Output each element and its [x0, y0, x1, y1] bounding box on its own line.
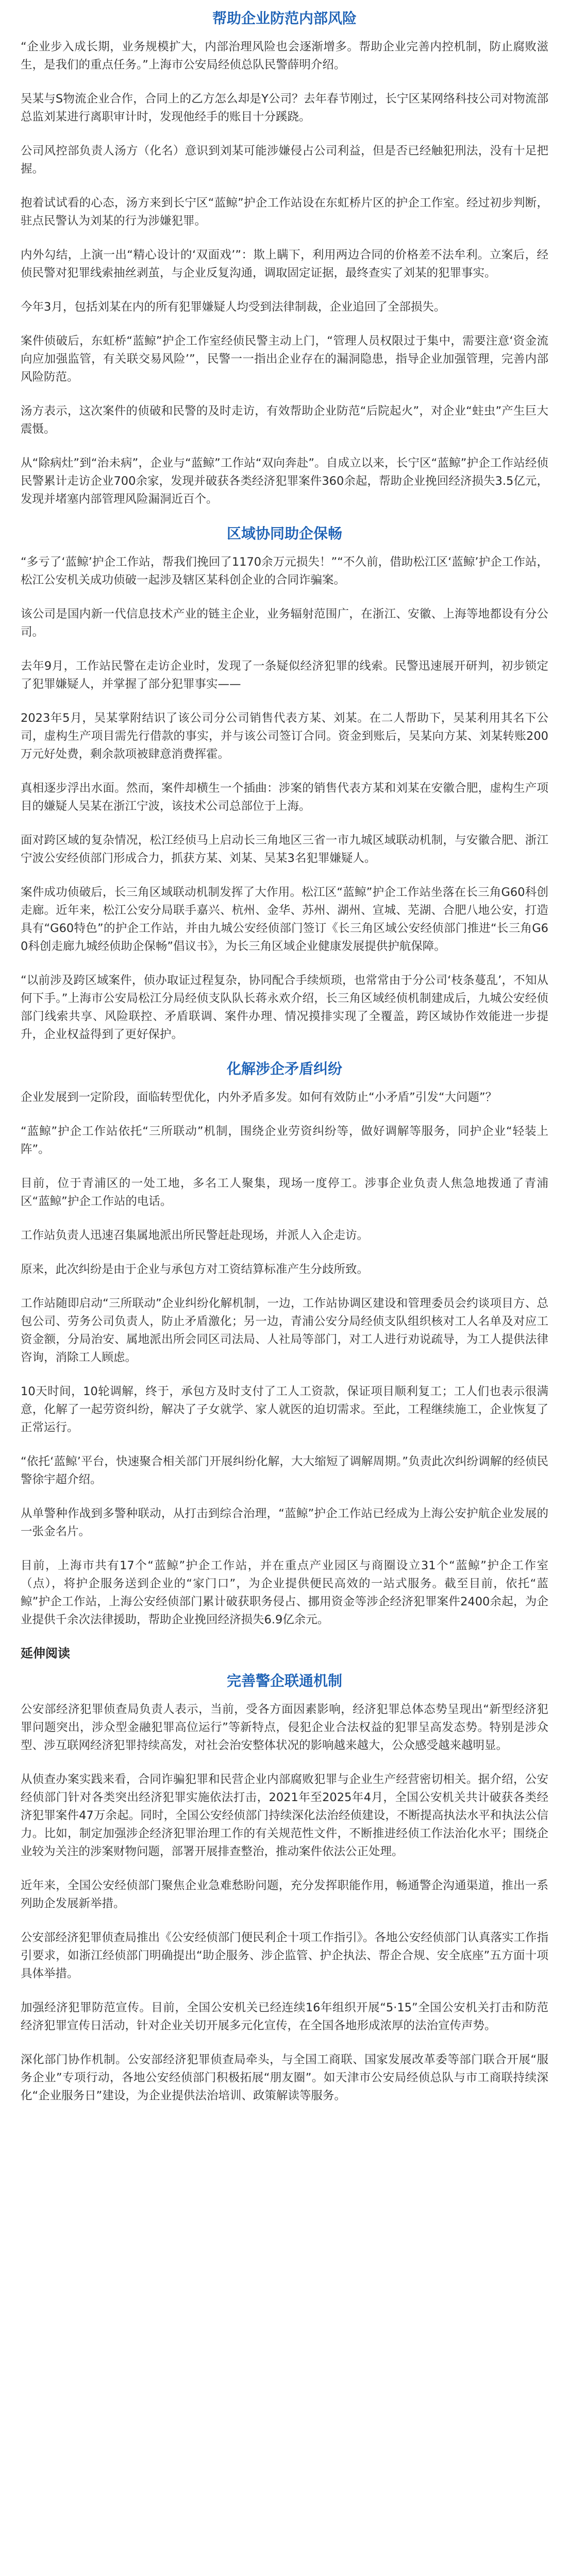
paragraph: 今年3月，包括刘某在内的所有犯罪嫌疑人均受到法律制裁，企业追回了全部损失。 — [21, 300, 446, 314]
paragraph: 汤方表示，这次案件的侦破和民警的及时走访，有效帮助企业防范“后院起火”，对企业“蛀虫”产生巨大震慑。 — [21, 404, 548, 436]
extended-reading-label: 延伸阅读 — [21, 1646, 70, 1660]
section-heading: 区域协同助企保畅 — [226, 525, 342, 542]
paragraph: 从侦查办案实践来看，合同诈骗犯罪和民营企业内部腐败犯罪与企业生产经营密切相关。据介绍，公安经侦部门针对各类突出经济犯罪实施依法打击，2021年至2025年4月，全国公安机关共计破获各类经济犯罪案件47万余起。同时，全国公安经侦部门持续深化法治经侦建设，不断提高执法水平和执法公信力。比如，制定加强涉企经济犯罪治理工作的有关规范性文件，不断推进经侦工作法治化水平；围绕企业较为关注的涉案财物问题，部署开展排查整治，推动案件依法公正处理。 — [21, 1773, 548, 1858]
paragraph: 去年9月，工作站民警在走访企业时，发现了一条疑似经济犯罪的线索。民警迅速展开研判，初步锁定了犯罪嫌疑人，并掌握了部分犯罪事实—— — [21, 659, 548, 691]
paragraph: 工作站负责人迅速召集属地派出所民警赶赴现场，并派人入企走访。 — [21, 1229, 369, 1242]
paragraph: “以前涉及跨区域案件，侦办取证过程复杂，协同配合手续烦琐，也常常由于分公司‘枝条蔓乱’，不知从何下手。”上海市公安局松江分局经侦支队队长蒋永欢介绍，长三角区域经侦机制建成后，九城公安经侦部门线索共享、风险联控、矛盾联调、案件办理、情况摸排实现了全覆盖，跨区域协作效能进一步提升，企业权益得到了更好保护。 — [21, 974, 548, 1041]
section-heading: 帮助企业防范内部风险 — [212, 10, 357, 27]
section-1 — [21, 9, 548, 28]
paragraph: 吴某与S物流企业合作，合同上的乙方怎么却是Y公司？去年春节刚过，长宁区某网络科技公司对物流部总监刘某进行离职审计时，发现他经手的账目十分蹊跷。 — [21, 92, 548, 124]
paragraph: 加强经济犯罪防范宣传。目前，全国公安机关已经连续16年组织开展“5·15”全国公安机关打击和防范经济犯罪宣传日活动，针对企业关切开展多元化宣传，在全国各地形成浓厚的法治宣传声势。 — [21, 2001, 548, 2032]
paragraph: 原来，此次纠纷是由于企业与承包方对工资结算标准产生分歧所致。 — [21, 1263, 369, 1276]
paragraph: “多亏了‘蓝鲸’护企工作站，帮我们挽回了1170余万元损失！”“不久前，借助松江区‘蓝鲸’护企工作站，松江公安机关成功侦破一起涉及辖区某科创企业的合同诈骗案。 — [21, 555, 548, 587]
paragraph: 案件成功侦破后，长三角区域联动机制发挥了大作用。松江区“蓝鲸”护企工作站坐落在长三角G60科创走廊。近年来，松江公安分局联手嘉兴、杭州、金华、苏州、湖州、宣城、芜湖、合肥八地公安，打造具有“G60特色”的护企工作站，并由九城公安经侦部门签订《长三角区域公安经侦部门推进“长三角G60科创走廊九城经侦助企保畅”倡议书》，为长三角区域企业健康发展提供护航保障。 — [21, 886, 548, 953]
paragraph: 工作站随即启动“三所联动”企业纠纷化解机制，一边，工作站协调区建设和管理委员会约谈项目方、总包公司、劳务公司负责人，防止矛盾激化；另一边，青浦公安分局经侦支队组织核对工人名单及对应工资金额，分局治安、属地派出所会同区司法局、人社局等部门，对工人进行劝说疏导，为工人提供法律咨询，消除工人顾虑。 — [21, 1297, 548, 1364]
paragraph: 近年来，全国公安经侦部门聚焦企业急难愁盼问题，充分发挥职能作用，畅通警企沟通渠道，推出一系列助企发展新举措。 — [21, 1879, 548, 1910]
paragraph: 案件侦破后，东虹桥“蓝鲸”护企工作室经侦民警主动上门，“管理人员权限过于集中，需要注意‘资金流向应加强监管，有关联交易风险’”，民警一一指出企业存在的漏洞隐患，指导企业加强管理，完善内部风险防范。 — [21, 334, 548, 384]
section-2 — [21, 524, 548, 543]
paragraph: 公安部经济犯罪侦查局推出《公安经侦部门便民利企十项工作指引》。各地公安经侦部门认真落实工作指引要求，如浙江经侦部门明确提出“助企服务、涉企监管、护企执法、帮企合规、安全底座”五方面十项具体举措。 — [21, 1931, 548, 1980]
paragraph: “企业步入成长期，业务规模扩大，内部治理风险也会逐渐增多。帮助企业完善内控机制，防止腐败滋生，是我们的重点任务。”上海市公安局经侦总队民警薛明介绍。 — [21, 40, 548, 72]
paragraph: 内外勾结，上演一出“精心设计的‘双面戏’”：欺上瞒下，利用两边合同的价格差不法牟利。立案后，经侦民警对犯罪线索抽丝剥茧，与企业反复沟通，调取固定证据，最终查实了刘某的犯罪事实。 — [21, 248, 548, 280]
section-heading: 完善警企联通机制 — [226, 1672, 342, 1689]
paragraph: 公司风控部负责人汤方（化名）意识到刘某可能涉嫌侵占公司利益，但是否已经触犯刑法，没有十足把握。 — [21, 144, 548, 176]
section-heading: 化解涉企矛盾纠纷 — [226, 1060, 342, 1077]
paragraph: 目前，位于青浦区的一处工地，多名工人聚集，现场一度停工。涉事企业负责人焦急地拨通了青浦区“蓝鲸”护企工作站的电话。 — [21, 1177, 548, 1208]
paragraph: 企业发展到一定阶段，面临转型优化，内外矛盾多发。如何有效防止“小矛盾”引发“大问题”？ — [21, 1091, 497, 1104]
section-3 — [21, 1060, 548, 1078]
section-4 — [21, 1672, 548, 1690]
paragraph: 公安部经济犯罪侦查局负责人表示，当前，受各方面因素影响，经济犯罪总体态势呈现出“新型经济犯罪问题突出，涉众型金融犯罪高位运行”等新特点，侵犯企业合法权益的犯罪呈高发态势。特别是涉众型、涉互联网经济犯罪持续高发，对社会治安整体状况的影响越来越大，公众感受越来越明显。 — [21, 1703, 548, 1752]
paragraph: 抱着试试看的心态，汤方来到长宁区“蓝鲸”护企工作站设在东虹桥片区的护企工作室。经过初步判断，驻点民警认为刘某的行为涉嫌犯罪。 — [21, 196, 548, 228]
paragraph: 10天时间，10轮调解，终于，承包方及时支付了工人工资款，保证项目顺利复工；工人们也表示很满意，化解了一起劳资纠纷，解决了子女就学、家人就医的迫切需求。至此，工程继续施工，企业恢复了正常运行。 — [21, 1385, 548, 1434]
paragraph: 2023年5月，吴某掌附结识了该公司分公司销售代表方某、刘某。在二人帮助下，吴某利用其名下公司，虚构生产项目需先行借款的事实，并与该公司签订合同。资金到账后，吴某向方某、刘某转账200万元好处费，剩余款项被肆意消费挥霍。 — [21, 711, 548, 761]
paragraph: “依托‘蓝鲸’平台，快速聚合相关部门开展纠纷化解，大大缩短了调解周期。”负责此次纠纷调解的经侦民警徐宇超介绍。 — [21, 1455, 548, 1486]
paragraph: 从“除病灶”到“治未病”，企业与“蓝鲸”工作站“双向奔赴”。自成立以来，长宁区“蓝鲸”护企工作站经侦民警累计走访企业700余家，发现并破获各类经济犯罪案件360余起，帮助企业挽回经济损失3.5亿元，发现并堵塞内部管理风险漏洞近百个。 — [21, 456, 548, 506]
paragraph: 该公司是国内新一代信息技术产业的链主企业，业务辐射范围广，在浙江、安徽、上海等地都设有分公司。 — [21, 607, 548, 639]
paragraph: 真相逐步浮出水面。然而，案件却横生一个插曲：涉案的销售代表方某和刘某在安徽合肥，虚构生产项目的嫌疑人吴某在浙江宁波，该技术公司总部位于上海。 — [21, 782, 548, 813]
paragraph: “蓝鲸”护企工作站依托“三所联动”机制，围绕企业劳资纠纷等，做好调解等服务，同护企业“轻装上阵”。 — [21, 1125, 548, 1156]
paragraph: 面对跨区域的复杂情况，松江经侦马上启动长三角地区三省一市九城区域联动机制，与安徽合肥、浙江宁波公安经侦部门形成合力，抓获方某、刘某、吴某3名犯罪嫌疑人。 — [21, 834, 548, 865]
paragraph: 目前，上海市共有17个“蓝鲸”护企工作站，并在重点产业园区与商圈设立31个“蓝鲸”护企工作室（点），将护企服务送到企业的“家门口”，为企业提供便民高效的一站式服务。截至目前，依托“蓝鲸”护企工作站，上海公安经侦部门累计破获职务侵占、挪用资金等涉企经济犯罪案件2400余起，为企业提供千余次法律援助，帮助企业挽回经济损失6.9亿余元。 — [21, 1559, 548, 1626]
paragraph: 从单警种作战到多警种联动，从打击到综合治理，“蓝鲸”护企工作站已经成为上海公安护航企业发展的一张金名片。 — [21, 1507, 548, 1538]
paragraph: 深化部门协作机制。公安部经济犯罪侦查局牵头，与全国工商联、国家发展改革委等部门联合开展“服务企业”专项行动，各地公安经侦部门积极拓展“朋友圈”。如天津市公安局经侦总队与市工商联持续深化“企业服务日”建设，为企业提供法治培训、政策解读等服务。 — [21, 2053, 548, 2103]
